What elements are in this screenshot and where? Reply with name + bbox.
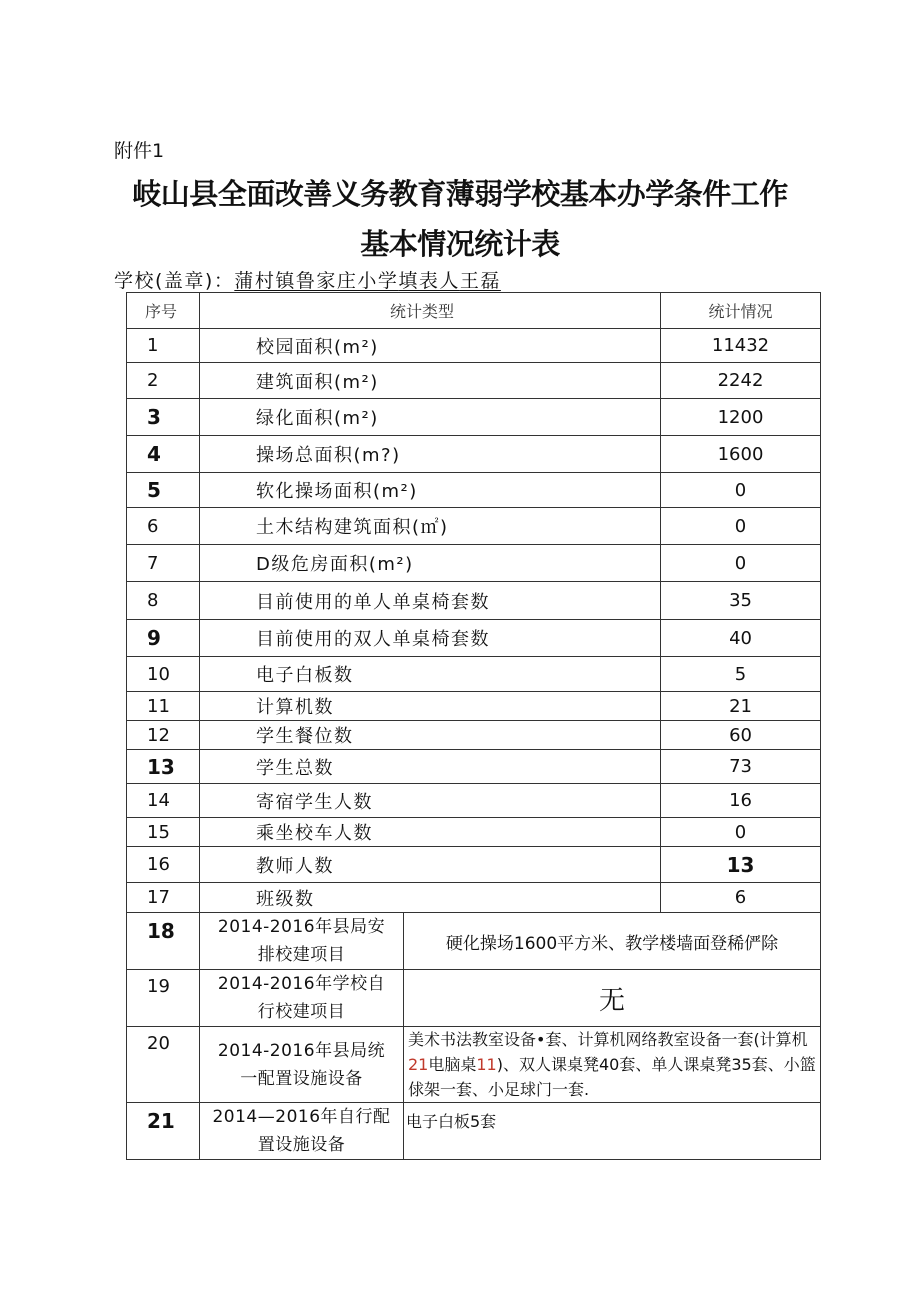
row-num: 12 [127, 721, 200, 750]
table-row [127, 329, 821, 363]
row-type: 电子白板数 [200, 657, 661, 692]
table-row [127, 818, 821, 847]
table-row [127, 750, 821, 784]
desc-desk-count: 11 [476, 1055, 497, 1074]
table-row [127, 545, 821, 582]
statistics-table [126, 292, 821, 1160]
table-row [127, 399, 821, 436]
row-num: 7 [127, 545, 200, 582]
row-num: 18 [127, 913, 200, 970]
row-num: 13 [127, 750, 200, 784]
row-num: 8 [127, 582, 200, 620]
row-num: 15 [127, 818, 200, 847]
desc-part-2: 电脑桌 [428, 1055, 477, 1074]
project-type-line-1: 2014-2016年县局安 [217, 917, 386, 937]
project-type [200, 913, 404, 970]
row-type: 学生总数 [200, 750, 661, 784]
project-type-line-2: 一配置设施设备 [240, 1068, 363, 1089]
header-num: 序号 [127, 293, 200, 329]
row-num: 9 [127, 620, 200, 657]
project-type [200, 970, 404, 1027]
row-type: 目前使用的单人单桌椅套数 [200, 582, 661, 620]
row-num: 1 [127, 329, 200, 363]
project-row [127, 1027, 821, 1103]
row-type: 教师人数 [200, 847, 661, 883]
row-num: 5 [127, 473, 200, 508]
row-value: 40 [661, 620, 821, 657]
desc-part-3: )、双人课桌凳40套、单人课桌凳35套、小篮俅架一套、小足球门一套. [408, 1055, 816, 1099]
row-type: 寄宿学生人数 [200, 784, 661, 818]
row-num: 2 [127, 363, 200, 399]
row-num: 3 [127, 399, 200, 436]
row-value: 1600 [661, 436, 821, 473]
row-value: 2242 [661, 363, 821, 399]
row-type: 软化操场面积(m²) [200, 473, 661, 508]
table-row [127, 721, 821, 750]
table-row [127, 784, 821, 818]
row-num: 16 [127, 847, 200, 883]
row-num: 11 [127, 692, 200, 721]
row-type: 乘坐校车人数 [200, 818, 661, 847]
row-type: 校园面积(m²) [200, 329, 661, 363]
row-num: 6 [127, 508, 200, 545]
document-title-line-2: 基本情况统计表 [360, 227, 560, 261]
row-num: 14 [127, 784, 200, 818]
row-value: 6 [661, 883, 821, 913]
project-row [127, 913, 821, 970]
project-type-line-2: 排校建项目 [257, 945, 346, 965]
row-value: 21 [661, 692, 821, 721]
row-num: 10 [127, 657, 200, 692]
row-value: 11432 [661, 329, 821, 363]
table-row [127, 883, 821, 913]
project-row [127, 1103, 821, 1160]
table-row [127, 473, 821, 508]
row-type: 操场总面积(m?) [200, 436, 661, 473]
project-value: 无 [404, 970, 821, 1027]
table-row [127, 657, 821, 692]
table-header-row [127, 293, 821, 329]
row-type: 绿化面积(m²) [200, 399, 661, 436]
row-value: 5 [661, 657, 821, 692]
row-type: 班级数 [200, 883, 661, 913]
row-type: 建筑面积(m²) [200, 363, 661, 399]
row-value: 0 [661, 818, 821, 847]
header-type: 统计类型 [200, 293, 661, 329]
header-value: 统计情况 [661, 293, 821, 329]
project-value [404, 1027, 821, 1103]
school-info-line [114, 266, 501, 293]
row-value: 13 [661, 847, 821, 883]
table-row [127, 847, 821, 883]
table-row [127, 620, 821, 657]
table-row [127, 436, 821, 473]
school-name: 蒲村镇鲁家庄小学 [234, 270, 399, 292]
row-type: 土木结构建筑面积(㎡) [200, 508, 661, 545]
row-type: 目前使用的双人单桌椅套数 [200, 620, 661, 657]
project-value: 电子白板5套 [404, 1103, 821, 1160]
table-row [127, 692, 821, 721]
project-type-line-1: 2014—2016年自行配 [212, 1107, 391, 1127]
row-type: D级危房面积(m²) [200, 545, 661, 582]
project-type-line-1: 2014-2016年县局统 [217, 1040, 386, 1061]
row-value: 0 [661, 473, 821, 508]
project-type-line-2: 置设施设备 [257, 1135, 346, 1155]
filler-label: 填表人 [398, 270, 460, 292]
row-num: 17 [127, 883, 200, 913]
school-label: 学校(盖章)： [114, 270, 235, 292]
row-type: 学生餐位数 [200, 721, 661, 750]
row-num: 4 [127, 436, 200, 473]
row-num: 19 [127, 970, 200, 1027]
row-value: 0 [661, 508, 821, 545]
desc-computer-count: 21 [408, 1055, 429, 1074]
document-title-line-1: 岐山县全面改善义务教育薄弱学校基本办学条件工作 [132, 177, 788, 211]
desc-part-1: 美术书法教室设备•套、计算机网络教室设备一套(计算机 [408, 1030, 808, 1049]
project-type [200, 1103, 404, 1160]
project-type-line-1: 2014-2016年学校自 [217, 974, 386, 994]
project-type-line-2: 行校建项目 [257, 1002, 346, 1022]
filler-name: 王磊 [459, 270, 501, 292]
row-type: 计算机数 [200, 692, 661, 721]
row-value: 73 [661, 750, 821, 784]
row-value: 1200 [661, 399, 821, 436]
project-type [200, 1027, 404, 1103]
table-row [127, 363, 821, 399]
row-num: 21 [127, 1103, 200, 1160]
row-value: 0 [661, 545, 821, 582]
row-value: 35 [661, 582, 821, 620]
row-num: 20 [127, 1027, 200, 1103]
row-value: 60 [661, 721, 821, 750]
table-row [127, 508, 821, 545]
attachment-label: 附件1 [114, 140, 165, 162]
project-row [127, 970, 821, 1027]
row-value: 16 [661, 784, 821, 818]
project-value: 硬化操场1600平方米、教学楼墙面登稀俨除 [404, 913, 821, 970]
table-row [127, 582, 821, 620]
